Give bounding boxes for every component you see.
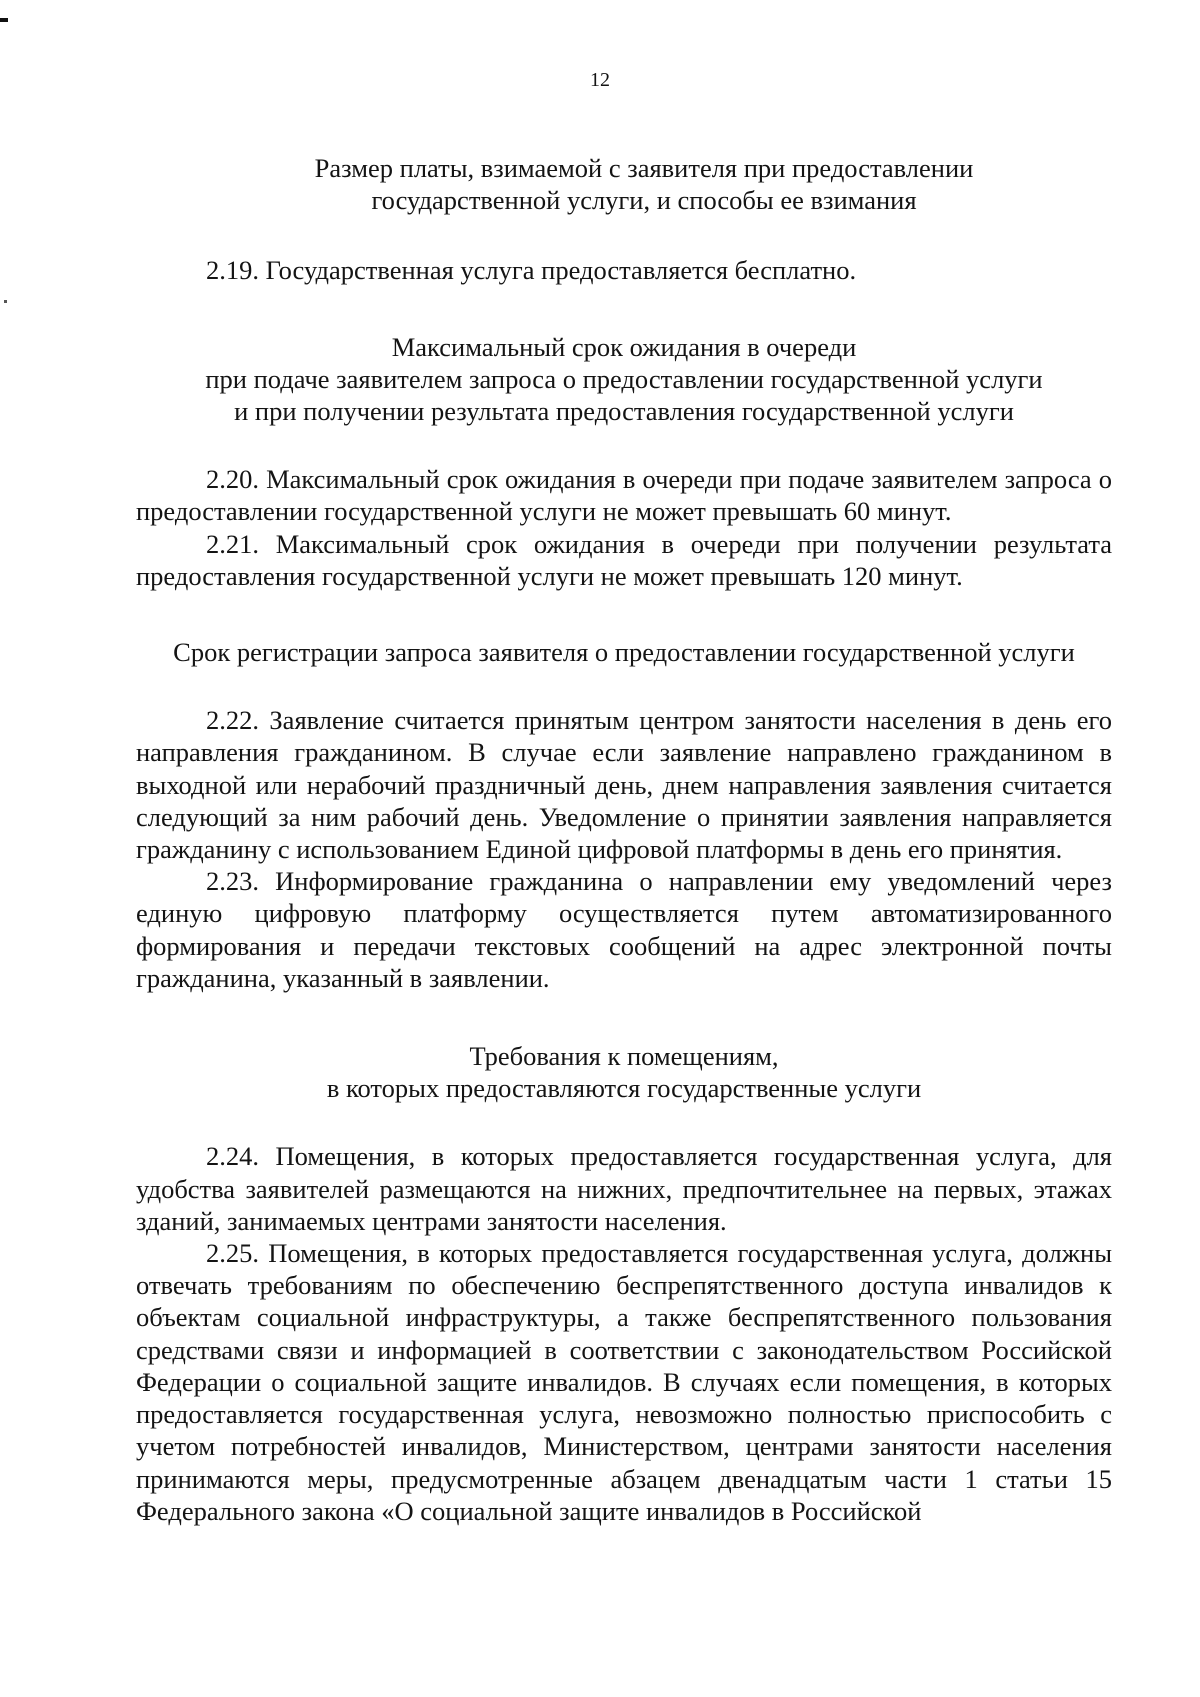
heading-line: при подаче заявителем запроса о предоставлении государственной услуги xyxy=(205,363,1043,394)
section-heading-fee xyxy=(176,152,1112,216)
section-heading-premises xyxy=(136,1040,1112,1104)
section-heading-registration xyxy=(136,636,1112,668)
scan-speck xyxy=(4,300,7,303)
heading-line: в которых предоставляются государственные услуги xyxy=(326,1073,922,1104)
paragraph-2-20: 2.20. Максимальный срок ожидания в очереди при подаче заявителем запроса о предоставлении государственной услуги не может превышать 60 минут. xyxy=(136,464,1112,527)
heading-line: государственной услуги, и способы ее взимания xyxy=(371,185,917,216)
paragraph-2-23: 2.23. Информирование гражданина о направлении ему уведомлений через единую цифровую платформу осуществляется путем автоматизированного формирования и передачи текстовых сообщений на адрес электронной почты гражданина, указанный в заявлении. xyxy=(136,866,1112,993)
page-number: 12 xyxy=(590,69,610,91)
heading-line: Максимальный срок ожидания в очереди xyxy=(391,331,857,362)
heading-line: и при получении результата предоставления государственной услуги xyxy=(234,396,1014,427)
paragraph-2-22: 2.22. Заявление считается принятым центром занятости населения в день его направления гражданином. В случае если заявление направлено гражданином в выходной или нерабочий праздничный день, днем направления заявления считается следующий за ним рабочий день. Уведомление о принятии заявления направляется гражданину с использованием Единой цифровой платформы в день его принятия. xyxy=(136,705,1112,865)
paragraph-2-21: 2.21. Максимальный срок ожидания в очереди при получении результата предоставления государственной услуги не может превышать 120 минут. xyxy=(136,528,1112,591)
paragraph-2-19: 2.19. Государственная услуга предоставляется бесплатно. xyxy=(206,255,857,286)
paragraph-2-25: 2.25. Помещения, в которых предоставляется государственная услуга, должны отвечать требованиям по обеспечению беспрепятственного доступа инвалидов к объектам социальной инфраструктуры, а также беспрепятственного пользования средствами связи и информацией в соответствии с законодательством Российской Федерации о социальной защите инвалидов. В случаях если помещения, в которых предоставляется государственная услуга, невозможно полностью приспособить с учетом потребностей инвалидов, Министерством, центрами занятости населения принимаются меры, предусмотренные абзацем двенадцатым части 1 статьи 15 Федерального закона «О социальной защите инвалидов в Российской xyxy=(136,1238,1112,1526)
heading-line: Требования к помещениям, xyxy=(469,1041,779,1072)
paragraph-2-24: 2.24. Помещения, в которых предоставляется государственная услуга, для удобства заявителей размещаются на нижних, предпочтительнее на первых, этажах зданий, занимаемых центрами занятости населения. xyxy=(136,1141,1112,1236)
section-heading-queue-time xyxy=(136,331,1112,428)
scan-edge-mark xyxy=(0,18,8,22)
heading-line: Срок регистрации запроса заявителя о предоставлении государственной услуги xyxy=(173,637,1075,668)
document-body xyxy=(136,152,1112,1527)
heading-line: Размер платы, взимаемой с заявителя при предоставлении xyxy=(314,153,974,183)
